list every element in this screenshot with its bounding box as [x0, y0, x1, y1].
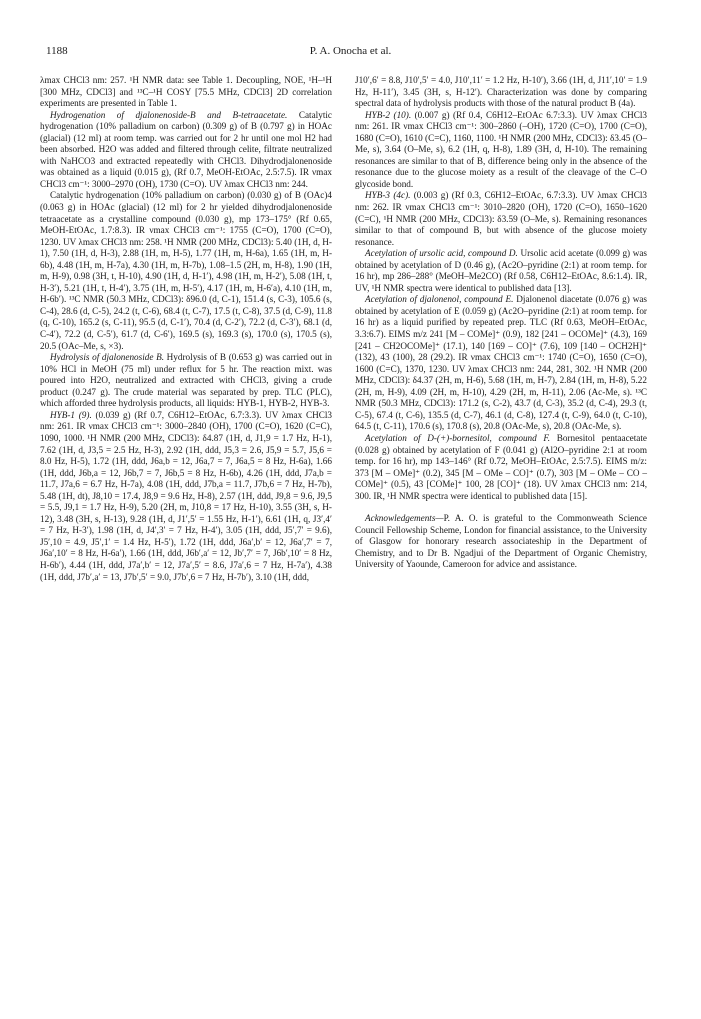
paragraph [355, 248, 647, 294]
paragraph-heading: Acknowledgements— [365, 513, 444, 524]
paragraph [40, 75, 332, 110]
paragraph-text: Bornesitol pentaacetate (0.028 g) obtained by acetylation of F (0.041 g) (Al2O–pyridine 2:1 at room temp. for 16 hr), mp 143–146° (Rf 0.72, MeOH–EtOAc, 2.5:7.5). EIMS m/z: 373 [M – OMe]⁺ (0.2), 345 [M – OMe – CO]⁺ (0.7), 303 [M – OMe – CO – COMe]⁺ (0.5), 43 [COMe]⁺ 100, 28 [CO]⁺ (18). UV λmax CHCl3 nm: 214, 300. IR, ¹H NMR spectra were identical to published data [15]. [355, 432, 647, 501]
paragraph [355, 433, 647, 502]
paragraph-text: P. A. O. is grateful to the Commonweath Science Council Fellowship Scheme, London for financial assistance, to the University of Glasgow for honorary research associateship in the Department of Chemistry, and to Dr B. Ngadjui of the Department of Organic Chemistry, University of Yaounde, Cameroon for advice and assistance. [355, 513, 647, 570]
paragraph [40, 352, 332, 410]
right-column [355, 75, 647, 571]
paragraph [40, 410, 332, 583]
paragraph [355, 294, 647, 433]
paragraph-text: Catalytic hydrogenation (10% palladium on carbon) (0.030 g) of B (OAc)4 (0.063 g) in HOAc (glacial) (12 ml) for 2 hr yielded dihydrodjalonenoside tetraacetate as a crystalline compound (0.030 g), mp 173–175° (Rf 0.65, MeOH-EtOAc, 1.7:8.3). IR νmax CHCl3 cm⁻¹: 1755 (C=O), 1700 (C=O), 1230. UV λmax CHCl3 nm: 258. ¹H NMR (200 MHz, CDCl3): 5.40 (1H, d, H-1), 7.50 (1H, d, H-3), 2.88 (1H, m, H-5), 1.77 (1H, m, H-6a), 1.65 (1H, m, H-6b), 4.48 (1H, m, H-7a), 4.30 (1H, m, H-7b), 1.08–1.5 (2H, m, H-8), 1.90 (1H, m, H-9), 0.98 (3H, t, H-10), 4.90 (1H, d, H-1′), 4.98 (1H, m, H-2′), 5.08 (1H, t, H-3′), 5.21 (1H, t, H-4′), 3.75 (1H, m, H-5′), 4.17 (1H, m, H-6′a), 4.10 (1H, m, H-6b′). ¹³C NMR (50.3 MHz, CDCl3): δ96.0 (d, C-1), 151.4 (s, C-3), 105.6 (s, C-4), 28.6 (d, C-5), 24.2 (t, C-6), 68.4 (t, C-7), 17.5 (t, C-8), 37.5 (d, C-9), 11.8 (q, C-10), 165.2 (s, C-11), 95.5 (d, C-1′), 70.4 (d, C-2′), 72.2 (d, C-3′), 68.1 (d, C-4′), 72.2 (d, C-5′), 61.7 (d, C-6′), 169.5 (s), 169.3 (s), 170.0 (s), 170.5 (s), 20.5 (OAc–Me, s, ×3). [40, 190, 332, 351]
page-number: 1188 [46, 45, 68, 57]
paragraph-text: Hydrolysis of B (0.653 g) was carried out in 10% HCl in MeOH (75 ml) under reflux for 5 hr. The reaction mixt. was poured into H2O, neutralized and extracted with CHCl3, giving a crude product (0.247 g). The crude material was separated by prep. TLC (PLC), which afforded three hydrolysis products, all liquids: HYB-1, HYB-2, HYB-3. [40, 352, 332, 409]
left-column [40, 75, 332, 583]
paragraph-text: Djalonenol diacetate (0.076 g) was obtained by acetylation of E (0.059 g) (Ac2O–pyridine (2:1) at room temp. for 16 hr) as a liquid purified by repeated prep. TLC (Rf 0.63, MeOH–EtOAc, 3.3:6.7). EIMS m/z 241 [M – COMe]⁺ (0.9), 182 [241 – OCOMe]⁺ (4.3), 169 [241 – CH2OCOMe]⁺ (17.1), 140 [169 – CO]⁺ (7.6), 109 [140 – OCH2H]⁺ (132), 43 (100), 28 (29.2). IR νmax CHCl3 cm⁻¹: 1740 (C=O), 1650 (C=O), 1600 (C=C), 1370, 1230. UV λmax CHCl3 nm: 244, 281, 302. ¹H NMR (200 MHz, CDCl3): δ4.37 (2H, m, H-6), 5.68 (1H, m, H-7), 2.84 (1H, m, H-8), 5.22 (2H, m, H-9), 4.09 (2H, m, H-10), 4.29 (2H, m, H-11), 2.06 (Ac-Me, s). ¹³C NMR (50.3 MHz, CDCl3): 171.2 (s, C-2), 43.7 (d, C-3), 35.2 (d, C-4), 29.3 (t, C-5), 67.4 (t, C-6), 135.5 (d, C-7), 46.1 (d, C-8), 127.4 (t, C-9), 64.0 (t, C-10), 64.5 (t, C-11), 170.6 (s), 170.8 (s), 20.8 (OAc-Me, s), 20.8 (OAc-Me, s). [355, 294, 648, 432]
paragraph-text: (0.003 g) (Rf 0.3, C6H12–EtOAc, 6.7:3.3). UV λmax CHCl3 nm: 262. IR νmax CHCl3 cm⁻¹: 3010–2820 (OH), 1720 (C=O), 1650–1620 (C=C), ¹H NMR (200 MHz, CDCl3): δ3.59 (O–Me, s). Remaining resonances similar to that of compound B, but with absence of the glucose moiety resonance. [355, 190, 647, 247]
paragraph [40, 190, 332, 352]
paragraph [355, 513, 647, 571]
paragraph [355, 110, 647, 191]
paragraph-heading: Acetylation of D-(+)-bornesitol, compound F. [365, 432, 551, 443]
paragraph-heading: HYB-1 (9). [50, 409, 92, 420]
paragraph [355, 75, 647, 110]
paragraph-text: Ursolic acid acetate (0.099 g) was obtained by acetylation of D (0.46 g), (Ac2O–pyridine (2:1) at room temp. for 16 hr), mp 286–288° (MeOH–Me2CO) (Rf 0.58, C6H12–EtOAc, 8.6:1.4). IR, UV, ¹H NMR spectra were identical to published data [13]. [355, 248, 647, 293]
paragraph-text: λmax CHCl3 nm: 257. ¹H NMR data: see Table 1. Decoupling, NOE, ¹H–¹H [300 MHz, CDCl3] and ¹³C–¹H COSY [75.5 MHz, CDCl3] 2D correlation experiments are presented in Table 1. [40, 75, 332, 109]
paragraph-text: (0.007 g) (Rf 0.4, C6H12–EtOAc 6.7:3.3). UV λmax CHCl3 nm: 261. IR νmax CHCl3 cm⁻¹: 300–2860 (–OH), 1720 (C=O), 1700 (C=O), 1680 (C=O), 1610 (C=C), 1160, 1100. ¹H NMR (200 MHz, CDCl3): δ3.45 (O–Me, s), 3.64 (O–Me, s), 6.2 (1H, q, H-8), 1.89 (3H, d, H-10). The remaining resonances are similar to that of B, difference being only in the absence of the resonance due to the glucose moiety as a result of the cleavage of the C–O glycoside bond. [355, 109, 647, 189]
paragraph [355, 190, 647, 248]
running-head: P. A. Onocha et al. [309, 45, 392, 57]
paragraph [40, 110, 332, 191]
paragraph-heading: Acetylation of ursolic acid, compound D. [365, 248, 518, 259]
paragraph-heading: HYB-3 (4c). [365, 190, 411, 201]
paragraph-heading: Hydrogenation of djalonenoside-B and B-tetraacetate. [50, 109, 288, 120]
paragraph-text: (0.039 g) (Rf 0.7, C6H12–EtOAc, 6.7:3.3). UV λmax CHCl3 nm: 261. IR νmax CHCl3 cm⁻¹: 3000–2840 (OH), 1700 (C=O), 1620 (C=C), 1090, 1000. ¹H NMR (200 MHz, CDCl3): δ4.87 (1H, d, J1,9 = 1.7 Hz, H-1), 7.62 (1H, d, J3,5 = 2.5 Hz, H-3), 2.92 (1H, ddd, J5,3 = 2.6, J5,9 = 5.7, J5,6 = 8.0 Hz, H-5), 1.72 (1H, ddd, J6a,b = 12, J6a,7 = 7, J6a,5 = 8 Hz, H-6a), 1.66 (1H, ddd, J6b,a = 12, J6b,7 = 7, J6b,5 = 8 Hz, H-6b), 4.26 (1H, ddd, J7a,b = 11.7, J7a,6 = 6.7 Hz, H-7a), 4.08 (1H, ddd, J7b,a = 11.7, J7b,6 = 7 Hz, H-7b), 5.48 (1H, dt), J8,10 = 17.4, J8,9 = 9.6 Hz, H-8), 2.57 (1H, ddd, J9,8 = 9.6, J9,5 = 5.5, J9,1 = 1.7 Hz, H-9), 5.20 (2H, m, J10,8 = 17 Hz, H-10), 3.55 (3H, s, H-12), 3.48 (3H, s, H-13), 9.28 (1H, d, J1′,5′ = 1.55 Hz, H-1′), 6.61 (1H, q, J3′,4′ = 7 Hz, H-3′), 1.98 (1H, d, J4′,3′ = 7 Hz, H-4′), 3.05 (1H, ddd, J5′,7′ = 9.6), J5′,10 = 4.9, J5′,1′ = 1.4 Hz, H-5′), 1.72 (1H, ddd, J6a′,b′ = 12, J6a′,7′ = 7, J6a′,10′ = 8 Hz, H-6a′), 1.66 (1H, ddd, J6b′,a′ = 12, Jb′,7′ = 7, J6b′,10′ = 8 Hz, H-6b′), 4.44 (1H, ddd, J7a′,b′ = 12, J7a′,5′ = 8.6, J7a′,6 = 7 Hz, H-7a′), 4.38 (1H, ddd, J7b′,a′ = 13, J7b′,5′ = 9.0, J7b′,6 = 7 Hz, H-7b′), 3.10 (1H, ddd, [40, 409, 332, 582]
paragraph-heading: Acetylation of djalonenol, compound E. [365, 294, 514, 305]
paragraph-heading: Hydrolysis of djalonenoside B. [50, 352, 165, 363]
paragraph-text: J10′,6′ = 8.8, J10′,5′ = 4.0, J10′,11′ = 1.2 Hz, H-10′), 3.66 (1H, d, J11′,10′ = 1.9 Hz, H-11′), 3.45 (3H, s, H-12′). Characterization was done by comparing spectral data of hydrolysis products with those of the natural product B (4a). [355, 75, 647, 109]
paragraph-heading: HYB-2 (10). [365, 109, 412, 120]
paragraph-spacer [355, 502, 647, 513]
paragraph-text: Catalytic hydrogenation (10% palladium on carbon) (0.309 g) of B (0.797 g) in HOAc (glacial) (12 ml) at room temp. was carried out for 2 hr until one mol H2 had been absorbed. H2O was added and filtered through celite, filtrate neutralized with NaHCO3 and extracted repeatedly with CHCl3. Dihydrodjalonenoside was obtained as a liquid (0.015 g), (Rf 0.7, MeOH-EtOAc, 2.5:7.5). IR νmax CHCl3 cm⁻¹: 3000–2970 (OH), 1730 (C=O). UV λmax CHCl3 nm: 244. [40, 109, 333, 189]
